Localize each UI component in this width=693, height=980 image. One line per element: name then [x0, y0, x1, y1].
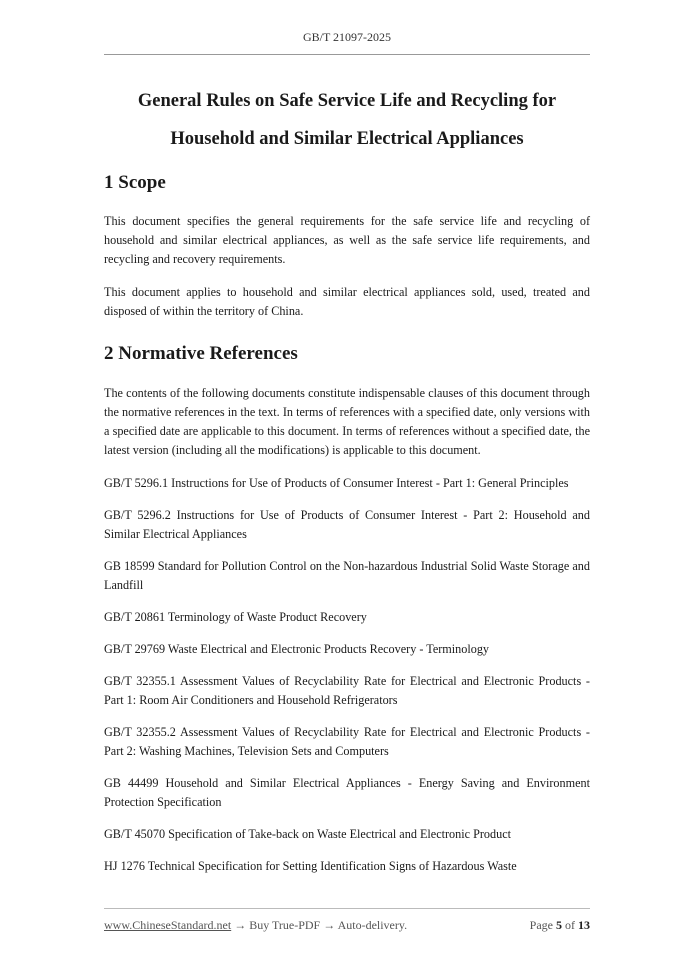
footer-divider	[104, 908, 590, 909]
scope-paragraph-1: This document specifies the general requirements for the safe service life and recycling of household and similar electrical appliances, as well as the safe service life requirements, and recycling and recovery requirements.	[104, 214, 590, 266]
reference-item: HJ 1276 Technical Specification for Setting Identification Signs of Hazardous Waste	[104, 859, 517, 873]
page-word: Page	[529, 918, 553, 932]
reference-item: GB/T 5296.1 Instructions for Use of Products of Consumer Interest - Part 1: General Principles	[104, 476, 569, 490]
reference-item: GB/T 20861 Terminology of Waste Product Recovery	[104, 610, 367, 624]
footer-promo	[104, 918, 407, 933]
footer-tagline: → Buy True-PDF → Auto-delivery.	[231, 918, 408, 932]
current-page-number: 5	[556, 918, 562, 932]
section-heading-normative-references: 2 Normative References	[104, 343, 298, 364]
section-heading-scope: 1 Scope	[104, 172, 166, 193]
page-header-code: GB/T 21097-2025	[302, 30, 392, 44]
scope-paragraph-2: This document applies to household and similar electrical appliances sold, used, treated and disposed of within the territory of China.	[104, 285, 590, 318]
header-divider	[104, 54, 590, 55]
normative-references-intro: The contents of the following documents constitute indispensable clauses of this document through the normative references in the text. In terms of references with a specified date, only versions with a specified date are applicable to this document. In terms of references without a specified date, the latest version (including all the modifications) is applicable to this document.	[104, 386, 590, 457]
chinesestandard-link[interactable]: www.ChineseStandard.net	[104, 918, 232, 932]
reference-item: GB 18599 Standard for Pollution Control on the Non-hazardous Industrial Solid Waste Storage and Landfill	[104, 559, 590, 592]
reference-item: GB/T 32355.2 Assessment Values of Recyclability Rate for Electrical and Electronic Products - Part 2: Washing Machines, Television Sets and Computers	[104, 725, 590, 758]
reference-item: GB/T 5296.2 Instructions for Use of Products of Consumer Interest - Part 2: Household and Similar Electrical Appliances	[104, 508, 590, 541]
total-pages-number: 13	[578, 918, 590, 932]
reference-item: GB 44499 Household and Similar Electrical Appliances - Energy Saving and Environment Protection Specification	[104, 776, 590, 809]
reference-item: GB/T 29769 Waste Electrical and Electronic Products Recovery - Terminology	[104, 642, 490, 656]
page-indicator	[530, 918, 590, 933]
reference-item: GB/T 45070 Specification of Take-back on Waste Electrical and Electronic Product	[104, 827, 511, 841]
document-title-line-1: General Rules on Safe Service Life and Recycling for	[137, 91, 557, 111]
page-of-word: of	[565, 918, 575, 932]
document-title-line-2: Household and Similar Electrical Appliances	[170, 129, 524, 149]
document-title	[94, 82, 600, 158]
reference-item: GB/T 32355.1 Assessment Values of Recyclability Rate for Electrical and Electronic Products - Part 1: Room Air Conditioners and Household Refrigerators	[104, 674, 590, 707]
document-body	[104, 82, 590, 889]
